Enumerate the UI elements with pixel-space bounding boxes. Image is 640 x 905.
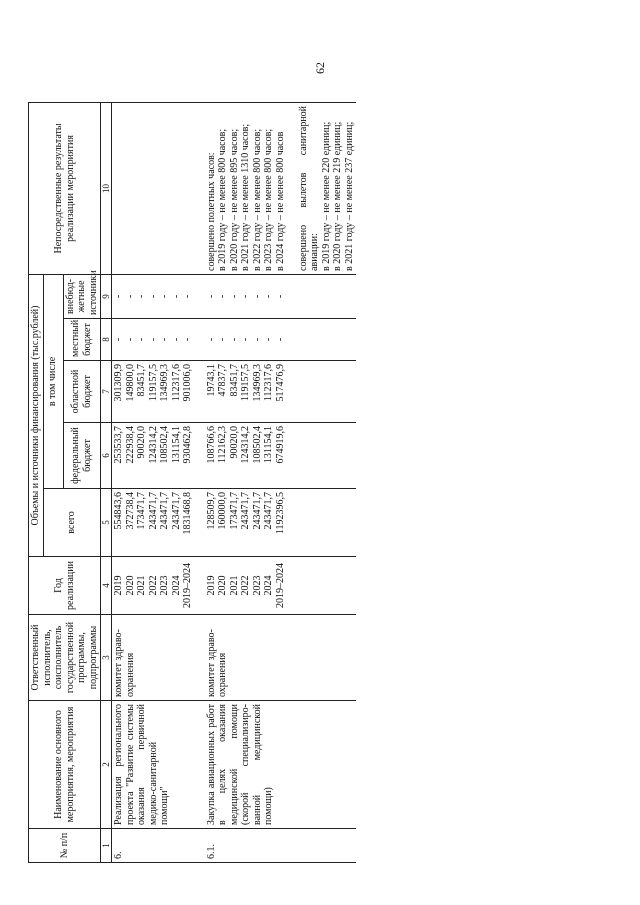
column-number: 7 xyxy=(101,361,112,423)
header-results: Непосредственные результаты реализации мероприятия xyxy=(29,102,101,274)
activity-name: Реализация регионального проекта "Развитие системы оказания первичной медико-санитарной помощи" xyxy=(112,701,195,829)
results-cell: совершено полетных часов: в 2019 году – не менее 800 часов; в 2020 году – не менее 895 часов; в 2021 году – не менее 1310 часов; в 2022 году – не менее 800 часов; в 2023 году – не менее 800 часов; в 2024 году – не менее 800 часов совершено вылетов санитарной авиации: в 2019 году – не менее 220 единиц; в 2020 году – не менее 219 единиц; в 2021 году – не менее 237 единиц; xyxy=(205,102,357,274)
column-number: 6 xyxy=(101,423,112,489)
table-row xyxy=(112,102,195,862)
header-federal-budget: федеральный бюджет xyxy=(63,423,101,489)
regional-budget-cell: 19743,1 47837,7 83451,7 119157,5 134969,3 112317,6 517476,9 xyxy=(205,361,357,423)
total-cell: 554843,6 372738,4 173471,7 243471,7 243471,7 243471,7 1831468,8 xyxy=(112,489,195,557)
column-number: 8 xyxy=(101,319,112,361)
column-number: 4 xyxy=(101,557,112,615)
header-number: № п/п xyxy=(29,829,101,863)
row-number: 6.1. xyxy=(205,829,357,863)
column-number: 1 xyxy=(101,829,112,863)
activity-name: Закупка авиационных работ в целях оказания медицинской помощи (скорой специализиро-ванной медицинской помощи) xyxy=(205,701,357,829)
row-spacer xyxy=(195,102,205,862)
rotated-page-content xyxy=(20,25,620,885)
header-extrabudgetary: внебюд-жетные источники xyxy=(63,274,101,318)
extrabudgetary-cell: - - - - - - - xyxy=(205,274,357,318)
regional-budget-cell: 301309,9 149800,0 83451,7 119157,5 134969,3 112317,6 901006,0 xyxy=(112,361,195,423)
federal-budget-cell: 108766,6 112162,3 90020,0 124314,2 108502,4 131154,1 674919,6 xyxy=(205,423,357,489)
responsible-executor: комитет здраво-охранения xyxy=(205,615,357,701)
header-name: Наименование основного мероприятия, мероприятия xyxy=(29,701,101,829)
column-number: 3 xyxy=(101,615,112,701)
years-cell: 2019 2020 2021 2022 2023 2024 2019–2024 xyxy=(112,557,195,615)
header-responsible: Ответственный исполнитель, соисполнитель государственной программы, подпрограммы xyxy=(29,615,101,701)
header-local-budget: местный бюджет xyxy=(63,319,101,361)
responsible-executor: комитет здраво-охранения xyxy=(112,615,195,701)
local-budget-cell: - - - - - - - xyxy=(112,319,195,361)
header-total: всего xyxy=(43,489,101,557)
header-including: в том числе xyxy=(43,274,63,488)
header-year: Год реализации xyxy=(29,557,101,615)
column-number: 5 xyxy=(101,489,112,557)
header-funding: Объемы и источники финансирования (тыс.рублей) xyxy=(29,274,44,556)
extrabudgetary-cell: - - - - - - - xyxy=(112,274,195,318)
federal-budget-cell: 253533,7 222938,4 90020,0 124314,2 108502,4 131154,1 930462,8 xyxy=(112,423,195,489)
table-header-row xyxy=(29,102,44,862)
years-cell: 2019 2020 2021 2022 2023 2024 2019–2024 xyxy=(205,557,357,615)
table-row xyxy=(205,102,357,862)
funding-table xyxy=(28,102,356,863)
column-number: 9 xyxy=(101,274,112,318)
column-number: 10 xyxy=(101,102,112,274)
column-number: 2 xyxy=(101,701,112,829)
results-cell xyxy=(112,102,195,274)
total-cell: 128509,7 160000,0 173471,7 243471,7 243471,7 243471,7 1192396,5 xyxy=(205,489,357,557)
row-number: 6. xyxy=(112,829,195,863)
header-regional-budget: областной бюджет xyxy=(63,361,101,423)
page-number: 62 xyxy=(312,62,327,74)
local-budget-cell: - - - - - - - xyxy=(205,319,357,361)
column-number-row xyxy=(101,102,112,862)
